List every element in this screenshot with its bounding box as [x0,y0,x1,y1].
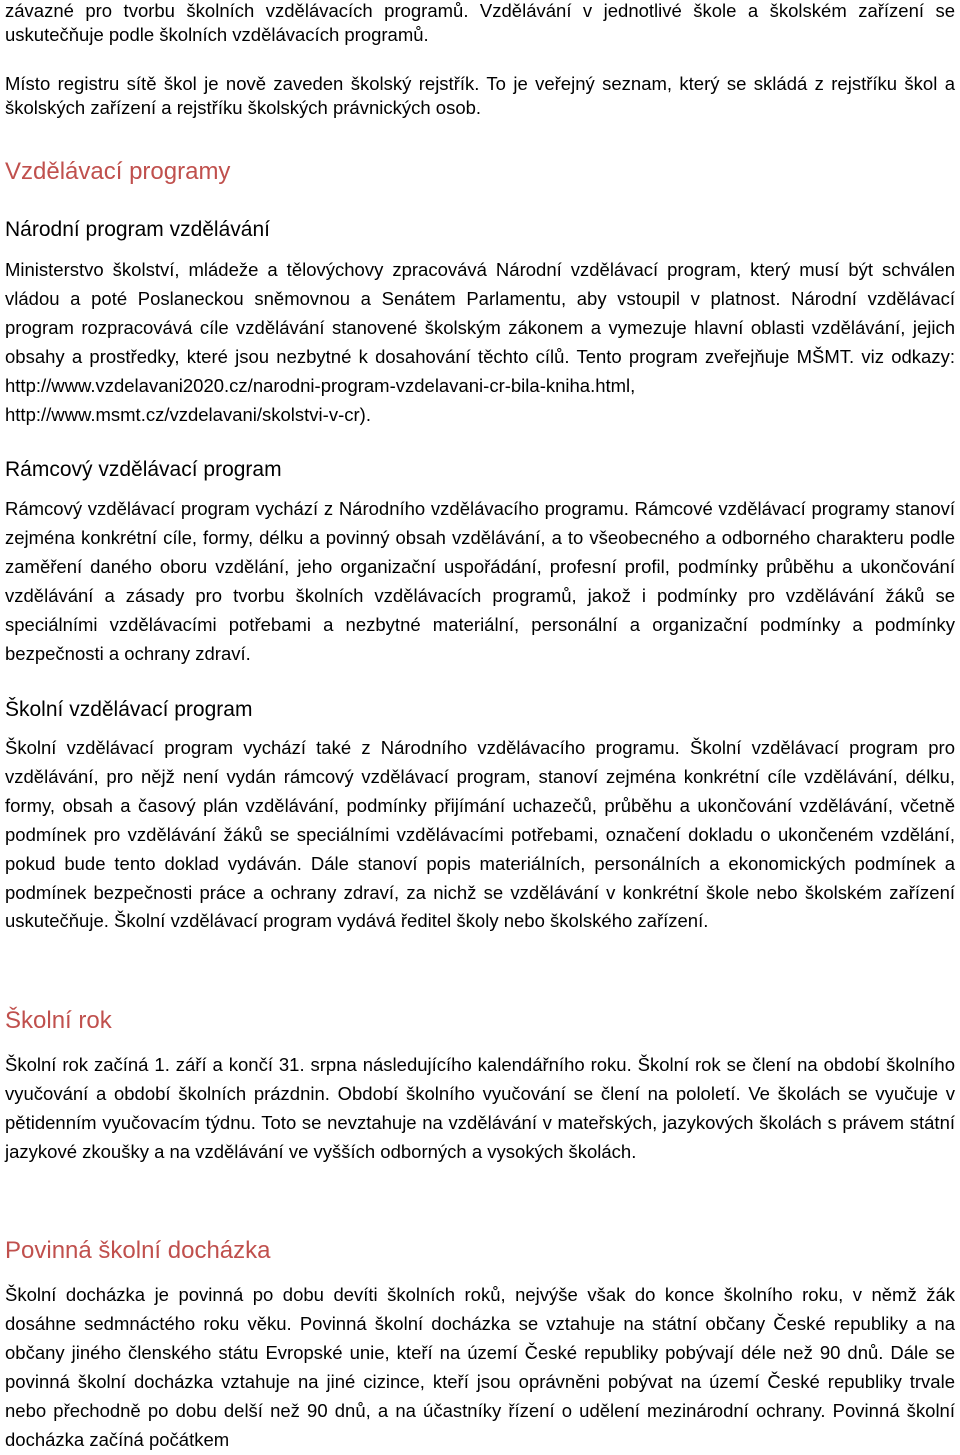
heading-skolni-rok: Školní rok [5,1007,112,1034]
heading-vzdelavaci-programy: Vzdělávací programy [5,158,231,185]
heading-ramcovy-program: Rámcový vzdělávací program [5,458,282,481]
intro-paragraph-2: Místo registru sítě škol je nově zaveden školský rejstřík. To je veřejný seznam, který se skládá z rejstříku škol a školských zařízení a rejstříku školských právnických osob. [5,73,955,118]
heading-skolni-program: Školní vzdělávací program [5,698,253,721]
school-program-text: Školní vzdělávací program vychází také z Národního vzdělávacího programu. Školní vzdělávací program pro vzdělávání, pro nějž není vydán rámcový vzdělávací program, stanoví zejména konkrétní cíle vzdělávání, délku, formy, obsah a časový plán vzdělávání, podmínky přijímání uchazečů, průběhu a ukončování vzdělávání, včetně podmínek pro vzdělávání žáků se speciálními vzdělávacími potřebami, označení dokladu o ukončeném vzdělání, pokud bude tento doklad vydáván. Dále stanoví popis materiálních, personálních a ekonomických podmínek a podmínek bezpečnosti práce a ochrany zdraví, za nichž se vzdělávání v konkrétní škole nebo školském zařízení uskutečňuje. Školní vzdělávací program vydává ředitel školy nebo školského zařízení. [5,737,955,932]
intro-paragraph-1: závazné pro tvorbu školních vzdělávacích programů. Vzdělávání v jednotlivé škole a školském zařízení se uskutečňuje podle školních vzdělávacích programů. [5,0,955,45]
heading-narodni-program: Národní program vzdělávání [5,218,270,241]
national-program-text: Ministerstvo školství, mládeže a tělovýchovy zpracovává Národní vzdělávací program, který musí být schválen vládou a poté Poslaneckou sněmovnou a Senátem Parlamentu, aby vstoupil v platnost. Národní vzdělávací program rozpracovává cíle vzdělávání stanovené školským zákonem a vymezuje hlavní oblasti vzdělávání, jejich obsahy a prostředky, které jsou nezbytné k dosahování těchto cílů. Tento program zveřejňuje MŠMT. viz odkazy: http://www.vzdelavani2020.cz/narodni-program-vzdelavani-cr-bila-kniha.html, http://www.msmt.cz/vzdelavani/skolstvi-v-cr). [5,259,955,425]
compulsory-attendance-text: Školní docházka je povinná po dobu devíti školních roků, nejvýše však do konce školního roku, v němž žák dosáhne sedmnáctého roku věku. Povinná školní docházka se vztahuje na státní občany České republiky a na občany jiného členského státu Evropské unie, kteří na území České republiky pobývají déle než 90 dnů. Dále se povinná školní docházka vztahuje na jiné cizince, kteří jsou oprávněni pobývat na území České republiky trvale nebo přechodně po dobu delší než 90 dnů, a na účastníky řízení o udělení mezinárodní ochrany. Povinná školní docházka začíná počátkem [5,1284,955,1450]
heading-povinna-dochazka: Povinná školní docházka [5,1237,271,1264]
framework-program-text: Rámcový vzdělávací program vychází z Národního vzdělávacího programu. Rámcové vzdělávací programy stanoví zejména konkrétní cíle, formy, délku a povinný obsah vzdělávání, a to všeobecného a odborného charakteru podle zaměření daného oboru vzdělání, jeho organizační uspořádání, profesní profil, podmínky průběhu a ukončování vzdělávání a zásady pro tvorbu školních vzdělávacích programů, jakož i podmínky pro vzdělávání žáků se speciálními vzdělávacími potřebami a nezbytné materiální, personální a organizační podmínky a podmínky bezpečnosti a ochrany zdraví. [5,498,955,664]
school-year-text: Školní rok začíná 1. září a končí 31. srpna následujícího kalendářního roku. Školní rok se člení na období školního vyučování a období školních prázdnin. Období školního vyučování se člení na pololetí. Ve školách se vyučuje v pětidenním vyučovacím týdnu. Toto se nevztahuje na vzdělávání v mateřských, jazykových školách s právem státní jazykové zkoušky a na vzdělávání ve vyšších odborných a vysokých školách. [5,1054,955,1162]
